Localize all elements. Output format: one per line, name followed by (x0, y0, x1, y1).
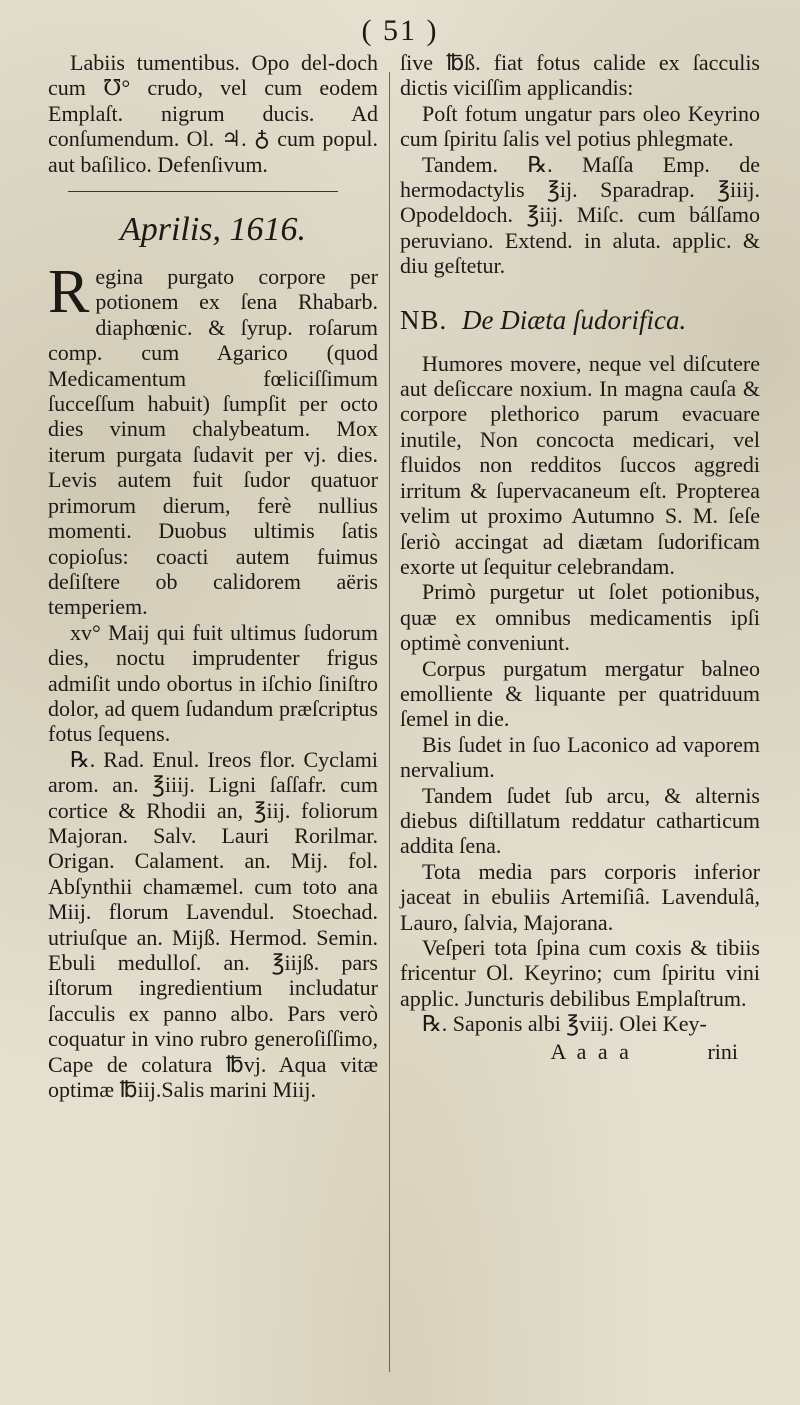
entry-text: egina purgato corpore per potionem ex ſena Rhabarb. diaphœnic. & ſyrup. roſarum comp. cum Agarico (quod Medicamentum fœliciſſimum ſucceſſum habuit) ſumpſit per octo dies vinum chalybeatum. Mox iterum purgata ſudavit per vj. dies. Levis autem fuit ſudor quatuor primorum dierum, ferè nullius momenti. Duobus ultimis ſatis copioſus: coacti autem fuimus deſiſtere ob calidorem aëris temperiem. (48, 264, 378, 620)
signature-mark: A a a a (550, 1038, 632, 1064)
humores-paragraph: Humores movere, neque vel diſcutere aut deſiccare noxium. In magna cauſa & corpore plethorico parum evacuare inutile, Non concocta medicari, vel fluidos non redditos ſuccos aggredi irritum & ſupervacaneum eſt. Propterea velim ut proximo Autumno S. M. ſeſe ſeriò accingat ad diætam ſudorificam exorte ut ſequitur celebrandam. (400, 350, 760, 579)
tota-paragraph: Tota media pars corporis inferior jaceat in ebuliis Artemiſiâ. Lavendulâ, Lauro, ſalvia, Majorana. (400, 858, 760, 935)
tandem-paragraph: Tandem. ℞. Maſſa Emp. de hermodactylis ℥ij. Sparadrap. ℥iiij. Opodeldoch. ℥iij. Miſc. cum bálſamo peruviano. Extend. in aluta. applic. & diu geſtetur. (400, 151, 760, 279)
page-number: ( 51 ) (361, 14, 439, 47)
section-heading (400, 303, 760, 337)
section-heading-lead: NB. (400, 304, 448, 335)
drop-cap: R (48, 258, 90, 327)
catchword: rini (707, 1038, 738, 1064)
sudorum-paragraph: xv° Maij qui fuit ultimus ſudorum dies, noctu imprudenter frigus admiſit undo obortus in iſchio ſiniſtro dolor, ad quem ſudandum præſcriptus fotus ſequens. (48, 619, 378, 747)
primo-paragraph: Primò purgetur ut ſolet potionibus, quæ ex omnibus medicamentis ipſi optimè conveniunt. (400, 579, 760, 656)
column-divider (389, 72, 390, 1372)
left-column (48, 50, 378, 1102)
page-footer (400, 1039, 760, 1064)
saponis-paragraph: ℞. Saponis albi ℥viij. Olei Key- (422, 1011, 707, 1037)
bis-paragraph: Bis ſudet in ſuo Laconico ad vaporem nervalium. (400, 731, 760, 783)
section-heading-title: De Diæta ſudorifica. (462, 304, 687, 335)
entry-paragraph (48, 258, 378, 620)
right-column (400, 50, 760, 1064)
post-fotum-paragraph: Poſt fotum ungatur pars oleo Keyrino cum ſpiritu ſalis vel potius phlegmate. (400, 100, 760, 152)
vesperi-paragraph: Veſperi tota ſpina cum coxis & tibiis fricentur Ol. Keyrino; cum ſpiritu vini applic. Juncturis debilibus Emplaſtrum. (400, 935, 760, 1011)
corpus-paragraph: Corpus purgatum mergatur balneo emolliente & liquante per quatriduum ſemel in die. (400, 655, 760, 732)
date-heading: Aprilis, 1616. (119, 211, 307, 249)
recipe-paragraph: ℞. Rad. Enul. Ireos flor. Cyclami arom. an. ℥iiij. Ligni ſaſſafr. cum cortice & Rhodii an, ℥iij. foliorum Majoran. Salv. Lauri Rorilmar. Origan. Calament. an. Mij. fol. Abſynthii chamæmel. cum toto ana Miij. florum Lavendul. Stoechad. utriuſque an. Mijß. Hermod. Semin. Ebuli medulloſ. an. ℥iijß. pars iſtorum ingredientium includatur ſacculis ex panno albo. Pars verò coquatur in vino rubro generoſiſſimo, Cape de colatura ℔vj. Aqua vitæ optimæ ℔iij.Salis marini Miij. (48, 746, 378, 1103)
section-rule (68, 191, 338, 192)
lead-paragraph: Labiis tumentibus. Opo del-doch cum ℧° crudo, vel cum eodem Emplaſt. nigrum ducis. Ad conſumendum. Ol. ♃. ♁ cum popul. aut baſilico. Defenſivum. (48, 50, 378, 177)
fotus-paragraph: ſive ℔ß. fiat fotus calide ex ſacculis dictis viciſſim applicandis: (400, 50, 760, 101)
tandem-sudet-paragraph: Tandem ſudet ſub arcu, & alternis diebus diſtillatum reddatur catharticum addita ſena. (400, 782, 760, 859)
